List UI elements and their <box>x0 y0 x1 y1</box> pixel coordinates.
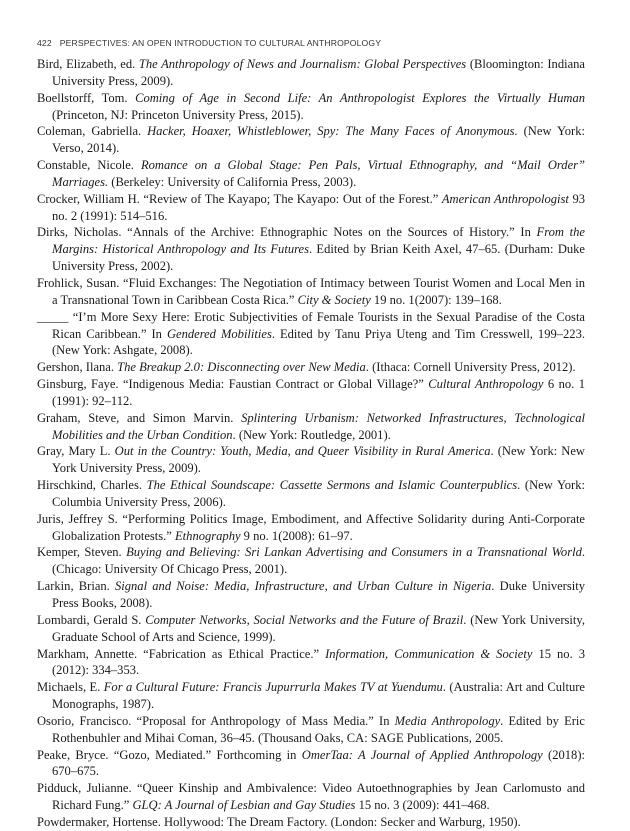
bibliography-entry <box>37 747 585 781</box>
entry-author-text: Graham, Steve, and Simon Marvin. <box>37 410 242 425</box>
bibliography-entry <box>37 646 585 680</box>
bibliography-entry <box>37 376 585 410</box>
entry-author-text: Hirschkind, Charles. <box>37 478 147 493</box>
bibliography-entry <box>37 578 585 612</box>
entry-author-text: Powdermaker, Hortense. Hollywood: The Dream Factory. (London: Secker and Warburg, 1950). <box>37 814 521 829</box>
entry-author-text: Frohlick, Susan. “Fluid Exchanges: The Negotiation of Intimacy between Tourist Women and Local Men in a Transnational Town in Caribbean Costa Rica.” <box>37 275 585 307</box>
entry-work-title: The Breakup 2.0: Disconnecting over New Media <box>117 360 366 375</box>
entry-author-text: Pidduck, Julianne. “Queer Kinship and Ambivalence: Video Autoethnographies by Jean Carlomusto and Richard Fung.” <box>37 781 585 813</box>
entry-work-title: OmerTaa: A Journal of Applied Anthropology <box>301 747 543 762</box>
entry-work-title: Buying and Believing: Sri Lankan Advertising and Consumers in a Transnational World <box>126 545 582 560</box>
entry-work-title: Coming of Age in Second Life: An Anthropologist Explores the Virtually Human <box>135 90 585 105</box>
running-head <box>37 38 381 48</box>
entry-work-title: American Anthropologist <box>441 191 569 206</box>
entry-work-title: Signal and Noise: Media, Infrastructure, and Urban Culture in Nigeria <box>115 579 492 594</box>
entry-publication-info: 15 no. 3 (2009): 441–468. <box>355 798 490 813</box>
entry-author-text: Michaels, E. <box>37 680 104 695</box>
entry-author-text: Larkin, Brian. <box>37 579 115 594</box>
entry-author-text: Constable, Nicole. <box>37 158 141 173</box>
entry-publication-info: (Berkeley: University of California Press, 2003). <box>108 174 357 189</box>
entry-author-text: Coleman, Gabriella. <box>37 124 148 139</box>
entry-publication-info: . (New York: New York University Press, 2009). <box>52 444 585 476</box>
entry-author-text: Peake, Bryce. “Gozo, Mediated.” Forthcoming in <box>37 747 302 762</box>
entry-work-title: For a Cultural Future: Francis Jupurrurla Makes TV at Yuendumu <box>103 680 443 695</box>
bibliography-entry <box>37 477 585 511</box>
entry-author-text: Gray, Mary L. <box>37 444 115 459</box>
entry-work-title: Information, Communication & Society <box>325 646 533 661</box>
bibliography-entry <box>37 511 585 545</box>
bibliography-entry <box>37 679 585 713</box>
entry-work-title: Romance on a Global Stage: Pen Pals, Virtual Ethnography, and “Mail Order” Marriages. <box>52 158 585 189</box>
bibliography-entry <box>37 90 585 124</box>
entry-publication-info: 9 no. 1(2008): 61–97. <box>240 528 353 543</box>
entry-work-title: Hacker, Hoaxer, Whistleblower, Spy: The Many Faces of Anonymous. <box>147 124 518 139</box>
entry-author-text: Boellstorff, Tom. <box>37 90 136 105</box>
running-head-title: PERSPECTIVES: AN OPEN INTRODUCTION TO CULTURAL ANTHROPOLOGY <box>59 38 382 48</box>
entry-publication-info: 93 no. 2 (1991): 514–516. <box>52 191 585 223</box>
entry-publication-info: (Bloomington: Indiana University Press, 2009). <box>52 57 585 88</box>
entry-work-title: The Ethical Soundscape: Cassette Sermons and Islamic Counterpublics <box>146 478 518 493</box>
entry-publication-info: 6 no. 1 (1991): 92–112. <box>52 377 585 408</box>
entry-work-title: Gendered Mobilities <box>166 326 272 341</box>
entry-work-title: GLQ: A Journal of Lesbian and Gay Studies <box>132 798 356 813</box>
entry-work-title: Computer Networks, Social Networks and the Future of Brazil <box>145 612 464 627</box>
entry-work-title: Cultural Anthropology <box>428 377 544 392</box>
bibliography-entry <box>37 275 585 309</box>
bibliography-entry <box>37 713 585 747</box>
bibliography-entry <box>37 123 585 157</box>
entry-author-text: _____ “I’m More Sexy Here: Erotic Subjectivities of Female Tourists in the Sexual Paradise of the Costa Rican Caribbean.” In <box>37 309 585 341</box>
bibliography-entry <box>37 157 585 191</box>
entry-author-text: Bird, Elizabeth, ed. <box>37 57 139 71</box>
bibliography-entry <box>37 612 585 646</box>
bibliography-entry <box>37 780 585 814</box>
entry-author-text: Gershon, Ilana. <box>37 360 118 375</box>
bibliography-list <box>37 56 585 831</box>
bibliography-entry <box>37 359 585 376</box>
entry-publication-info: . Edited by Brian Keith Axel, 47–65. (Durham: Duke University Press, 2002). <box>52 242 585 274</box>
entry-publication-info: . (Chicago: University Of Chicago Press, 2001). <box>52 545 585 577</box>
entry-publication-info: 19 no. 1(2007): 139–168. <box>370 292 502 307</box>
entry-publication-info: . (Australia: Art and Culture Monographs, 1987). <box>52 680 585 712</box>
entry-work-title: Media Anthropology <box>394 713 501 728</box>
entry-work-title: Ethnography <box>175 528 241 543</box>
entry-author-text: Osorio, Francisco. “Proposal for Anthropology of Mass Media.” In <box>37 713 395 728</box>
entry-work-title: The Anthropology of News and Journalism: Global Perspectives <box>138 57 467 71</box>
entry-publication-info: 15 no. 3 (2012): 334–353. <box>52 646 586 678</box>
bibliography-entry <box>37 814 585 831</box>
bibliography-entry <box>37 191 585 225</box>
entry-author-text: Dirks, Nicholas. “Annals of the Archive: Ethnographic Notes on the Sources of History.” In <box>37 225 537 240</box>
entry-publication-info: . (New York: Columbia University Press, 2006). <box>52 478 585 509</box>
entry-publication-info: . Duke University Press Books, 2008). <box>52 579 585 610</box>
entry-author-text: Crocker, William H. “Review of The Kayapo; The Kayapo: Out of the Forest.” <box>37 191 442 206</box>
bibliography-entry <box>37 544 585 578</box>
entry-publication-info: . (New York: Routledge, 2001). <box>232 427 391 442</box>
bibliography-entry <box>37 309 585 360</box>
entry-publication-info: (Princeton, NJ: Princeton University Press, 2015). <box>52 107 304 122</box>
entry-publication-info: . (Ithaca: Cornell University Press, 2012). <box>365 360 576 375</box>
entry-author-text: Kemper, Steven. <box>37 545 127 560</box>
entry-author-text: Juris, Jeffrey S. “Performing Politics Image, Embodiment, and Affective Solidarity during Anti-Corporate Globalization Protests.” <box>37 511 585 543</box>
entry-publication-info: . Edited by Eric Rothenbuhler and Mihai Coman, 36–45. (Thousand Oaks, CA: SAGE Publications, 2005. <box>52 713 585 745</box>
entry-publication-info: (2018): 670–675. <box>52 747 585 779</box>
bibliography-entry <box>37 410 585 444</box>
entry-work-title: City & Society <box>297 292 371 307</box>
entry-author-text: Ginsburg, Faye. “Indigenous Media: Faustian Contract or Global Village?” <box>37 377 429 392</box>
entry-publication-info: (New York: Verso, 2014). <box>52 124 585 156</box>
bibliography-entry <box>37 443 585 477</box>
page-number: 422 <box>37 38 52 48</box>
bibliography-entry <box>37 224 585 275</box>
entry-publication-info: . Edited by Tanu Priya Uteng and Tim Cresswell, 199–223. (New York: Ashgate, 2008). <box>52 326 585 358</box>
entry-work-title: Splintering Urbanism: Networked Infrastructures, Technological Mobilities and the Urban Condition <box>52 410 586 442</box>
entry-work-title: Out in the Country: Youth, Media, and Queer Visibility in Rural America <box>114 444 491 459</box>
entry-author-text: Lombardi, Gerald S. <box>37 612 146 627</box>
entry-publication-info: . (New York University, Graduate School of Arts and Science, 1999). <box>52 612 585 644</box>
bibliography-entry <box>37 56 585 90</box>
entry-work-title: From the Margins: Historical Anthropology and Its Futures <box>52 225 585 257</box>
entry-author-text: Markham, Annette. “Fabrication as Ethical Practice.” <box>37 646 326 661</box>
